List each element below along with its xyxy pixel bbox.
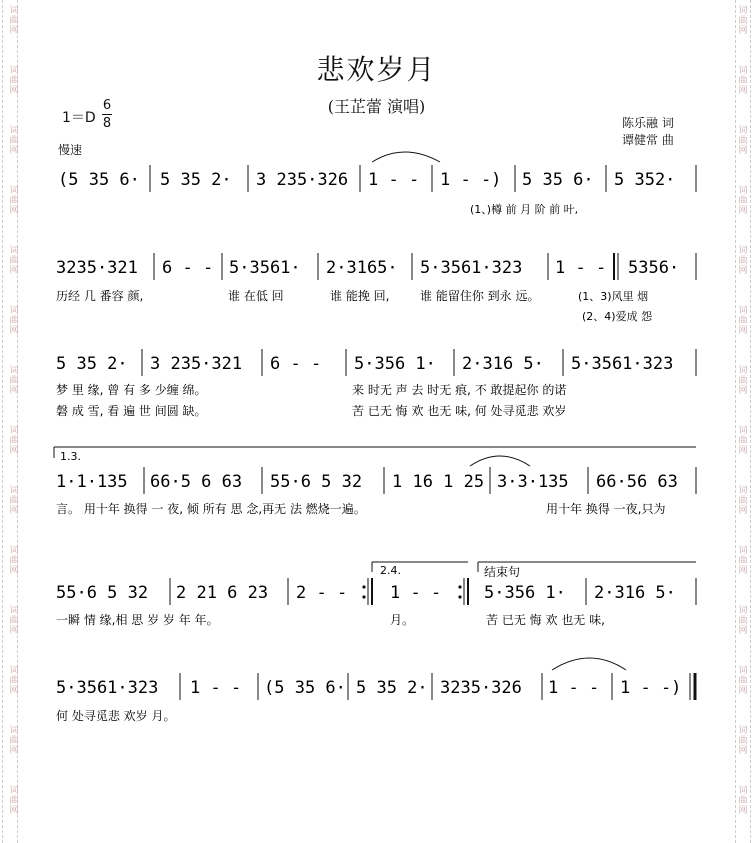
watermark-stamp: 词 曲 网 xyxy=(738,546,748,576)
measure: 1 - - xyxy=(190,678,242,698)
measure: 1 - - xyxy=(390,583,442,603)
measure: 5 352· xyxy=(614,170,676,190)
watermark-stamp: 词 曲 网 xyxy=(9,66,19,96)
watermark-stamp: 词 曲 网 xyxy=(738,6,748,36)
measure: 5·356 1· xyxy=(484,583,566,603)
lyric-line: 苦 已无 悔 欢 也无 味, 何 处寻觅悲 欢岁 xyxy=(352,404,567,418)
lyric-line: 谁 在低 回 xyxy=(228,289,284,303)
lyricist-credit: 陈乐融 词 xyxy=(622,116,674,130)
lyric-line: (1、3)风里 烟 xyxy=(578,290,649,303)
score-row-2 xyxy=(56,253,696,323)
watermark-stamp: 词 曲 网 xyxy=(9,126,19,156)
watermark-stamp: 词 曲 网 xyxy=(9,306,19,336)
measure: (5 35 6· xyxy=(58,170,140,190)
watermark-stamp: 词 曲 网 xyxy=(9,606,19,636)
song-title: 悲欢岁月 xyxy=(316,53,437,86)
measure: 3235·326 xyxy=(440,678,522,698)
measure: (5 35 6· xyxy=(264,678,346,698)
lyric-line: 磐 成 雪, 看 遍 世 间圆 缺。 xyxy=(56,404,207,418)
lyric-line: (2、4)爱成 怨 xyxy=(582,310,653,323)
measure: 2·316 5· xyxy=(462,354,544,374)
tie-arc xyxy=(552,658,626,670)
time-signature-bottom: 8 xyxy=(102,116,112,131)
lyric-line: 一瞬 情 缘,相 思 岁 岁 年 年。 xyxy=(56,613,219,627)
measure: 1 - -) xyxy=(620,678,682,698)
score-row-6 xyxy=(56,658,695,723)
watermark-stamp: 词 曲 网 xyxy=(738,486,748,516)
score-row-3 xyxy=(56,349,696,418)
measure: 5·3561·323 xyxy=(56,678,159,698)
watermark-stamp: 词 曲 网 xyxy=(9,486,19,516)
measure: 3 235·321 xyxy=(150,354,243,374)
measure: 3235·321 xyxy=(56,258,138,278)
measure: 1 - - xyxy=(548,678,600,698)
measure: 5 35 6· xyxy=(522,170,594,190)
composer-credit: 谭健常 曲 xyxy=(622,133,674,147)
measure: 2 21 6 23 xyxy=(176,583,269,603)
tempo-marking: 慢速 xyxy=(58,143,83,157)
watermark-stamp: 词 曲 网 xyxy=(9,246,19,276)
watermark-stamp: 词 曲 网 xyxy=(738,126,748,156)
watermark-stamp: 词 曲 网 xyxy=(9,6,19,36)
measure: 5·3561· xyxy=(229,258,301,278)
lyric-line: 月。 xyxy=(390,613,415,627)
watermark-stamp: 词 曲 网 xyxy=(738,366,748,396)
watermark-stamp: 词 曲 网 xyxy=(738,246,748,276)
ending-label: 结束句 xyxy=(484,565,521,579)
watermark-stamp: 词 曲 网 xyxy=(9,426,19,456)
measure: 2·316 5· xyxy=(594,583,676,603)
watermark-stamp: 词 曲 网 xyxy=(738,606,748,636)
lyric-line: 言。 用十年 换得 一 夜, 倾 所有 思 念,再无 法 燃烧一遍。 xyxy=(56,502,366,516)
score-row-4 xyxy=(54,447,696,516)
lyric-line: 梦 里 缘, 曾 有 多 少缠 绵。 xyxy=(56,383,207,397)
watermark-stamp: 词 曲 网 xyxy=(9,726,19,756)
measure: 55·6 5 32 xyxy=(56,583,149,603)
watermark-stamp: 词 曲 网 xyxy=(738,186,748,216)
measure: 5 35 2· xyxy=(56,354,128,374)
watermark-stamp: 词 曲 网 xyxy=(738,786,748,816)
lyric-line: 谁 能挽 回, xyxy=(330,289,390,303)
measure: 1 - - xyxy=(368,170,420,190)
measure: 5·3561·323 xyxy=(571,354,674,374)
measure: 6 - - xyxy=(162,258,214,278)
measure: 5 35 2· xyxy=(160,170,232,190)
lyric-line: 苦 已无 悔 欢 也无 味, xyxy=(486,613,605,627)
score-row-1 xyxy=(58,152,696,216)
measure: 2·3165· xyxy=(326,258,398,278)
measure: 5·3561·323 xyxy=(420,258,523,278)
watermark-stamp: 词 曲 网 xyxy=(738,66,748,96)
tie-arc xyxy=(372,152,440,162)
watermark-stamp: 词 曲 网 xyxy=(738,666,748,696)
lyric-line: 来 时无 声 去 时无 痕, 不 敢提起你 的诺 xyxy=(352,383,567,397)
measure: 1 - - xyxy=(555,258,607,278)
measure: 1·1·135 xyxy=(56,472,128,492)
time-signature-top: 6 xyxy=(102,98,112,113)
measure: 3 235·326 xyxy=(256,170,349,190)
measure: 6 - - xyxy=(270,354,322,374)
watermark-stamp: 词 曲 网 xyxy=(9,546,19,576)
measure: 5·356 1· xyxy=(354,354,436,374)
measure: 5 35 2· xyxy=(356,678,428,698)
watermark-stamp: 词 曲 网 xyxy=(738,726,748,756)
singer-credit: (王芷蕾 演唱) xyxy=(327,97,426,116)
volta-label: 2.4. xyxy=(380,564,401,577)
volta-label: 1.3. xyxy=(60,450,81,463)
lyric-line: (1、)樽 前 月 阶 前 叶, xyxy=(470,203,579,216)
watermark-stamp: 词 曲 网 xyxy=(9,186,19,216)
watermark-stamp: 词 曲 网 xyxy=(9,366,19,396)
score-row-5 xyxy=(56,562,696,627)
measure: 66·56 63 xyxy=(596,472,678,492)
measure: 55·6 5 32 xyxy=(270,472,363,492)
watermark-stamp: 词 曲 网 xyxy=(738,426,748,456)
measure: 66·5 6 63 xyxy=(150,472,243,492)
watermark-stamp: 词 曲 网 xyxy=(9,666,19,696)
watermark-stamp: 词 曲 网 xyxy=(738,306,748,336)
lyric-line: 用十年 换得 一夜,只为 xyxy=(546,502,666,516)
lyric-line: 何 处寻觅悲 欢岁 月。 xyxy=(56,709,176,723)
measure: 1 - -) xyxy=(440,170,502,190)
tie-arc xyxy=(470,456,530,466)
measure: 1 16 1 25 xyxy=(392,472,485,492)
measure: 5356· xyxy=(628,258,680,278)
lyric-line: 历经 几 番容 颜, xyxy=(56,289,144,303)
measure: 3·3·135 xyxy=(497,472,569,492)
measure: 2 - - xyxy=(296,583,348,603)
lyric-line: 谁 能留住你 到永 远。 xyxy=(420,289,540,303)
key-signature: 1＝D xyxy=(62,110,96,126)
watermark-stamp: 词 曲 网 xyxy=(9,786,19,816)
